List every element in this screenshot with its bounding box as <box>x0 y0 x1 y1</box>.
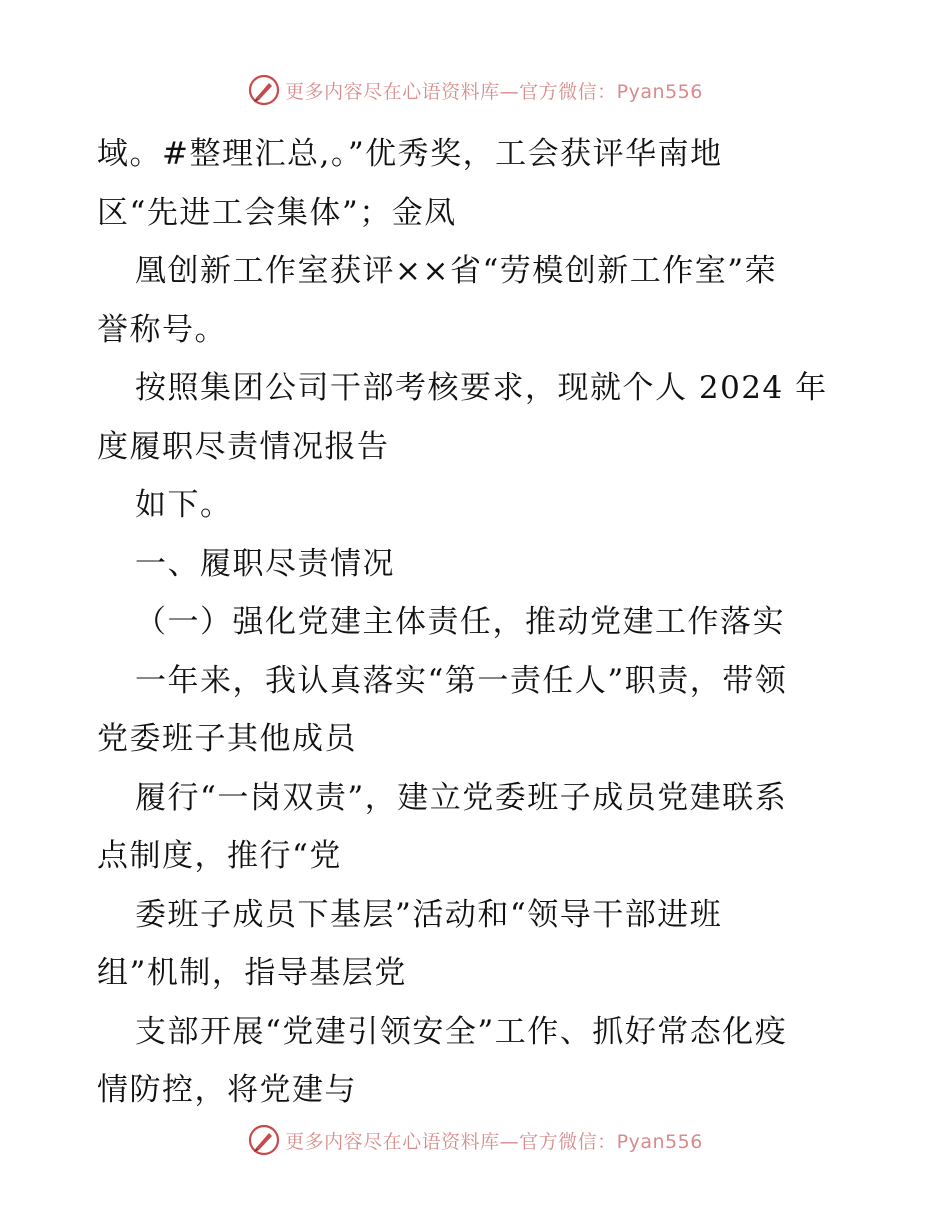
text-line: 区“先进工会集体”；金凤 <box>97 194 457 231</box>
text-line: 度履职尽责情况报告 <box>97 428 390 465</box>
subsection-heading: （一）强化党建主体责任，推动党建工作落实 <box>135 604 785 640</box>
text-line: 支部开展“党建引领安全”工作、抓好常态化疫 <box>135 1013 788 1050</box>
watermark-text: 更多内容尽在心语资料库—官方微信：Pyan556 <box>285 1130 703 1153</box>
document-body <box>97 125 857 1120</box>
text-line: 誉称号。 <box>97 311 227 348</box>
text-line: 点制度，推行“党 <box>97 838 342 874</box>
text-line: 域。#整理汇总,。”优秀奖，工会获评华南地 <box>97 136 723 172</box>
watermark-banner-top <box>0 70 950 110</box>
text-line: 履行“一岗双责”，建立党委班子成员党建联系 <box>135 779 788 816</box>
pen-circle-logo-icon <box>247 1123 281 1157</box>
text-line: 委班子成员下基层”活动和“领导干部进班 <box>135 896 723 933</box>
text-line: 凰创新工作室获评××省“劳模创新工作室”荣 <box>135 253 778 289</box>
text-line: 情防控，将党建与 <box>97 1072 357 1108</box>
text-line: 按照集团公司干部考核要求，现就个人 2024 年 <box>135 370 828 406</box>
text-line: 党委班子其他成员 <box>97 721 357 757</box>
pen-circle-logo-icon <box>247 73 281 107</box>
text-line: 如下。 <box>135 487 233 523</box>
watermark-banner-bottom <box>0 1120 950 1160</box>
watermark-text: 更多内容尽在心语资料库—官方微信：Pyan556 <box>285 80 703 103</box>
section-heading: 一、履职尽责情况 <box>135 545 395 582</box>
text-line: 一年来，我认真落实“第一责任人”职责，带领 <box>135 662 788 699</box>
text-line: 组”机制，指导基层党 <box>97 955 407 991</box>
